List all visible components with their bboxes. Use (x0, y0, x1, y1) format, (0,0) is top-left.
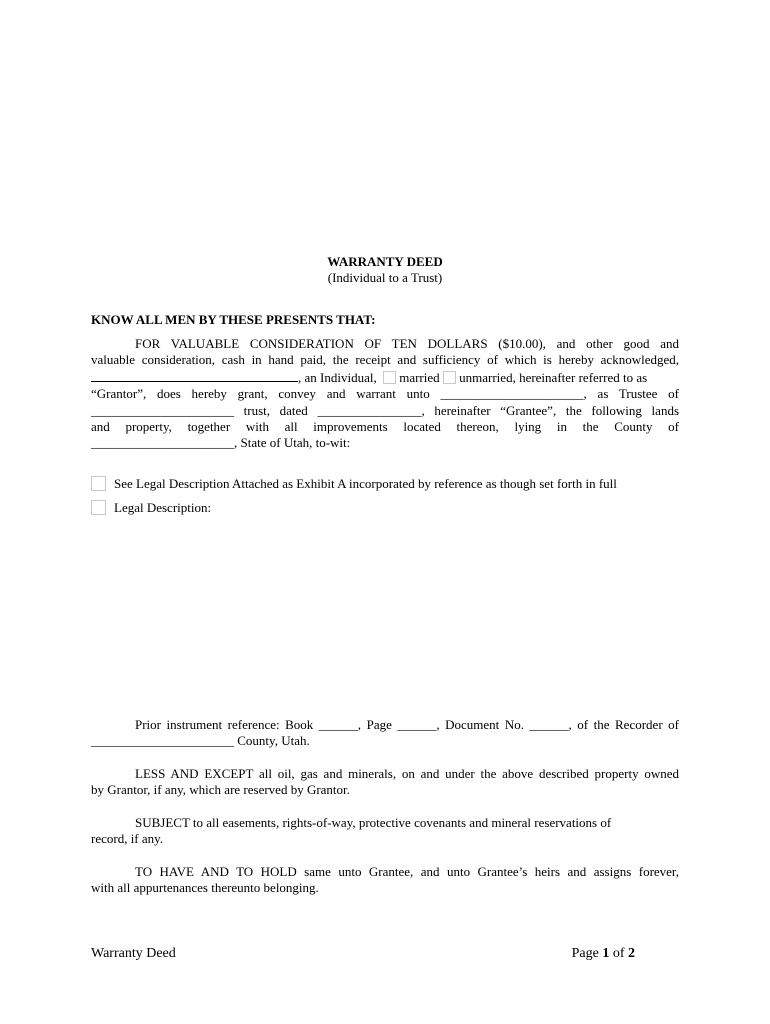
consideration-paragraph (91, 336, 679, 452)
paragraph-line: with all appurtenances thereunto belonging. (91, 880, 319, 896)
less-and-except-paragraph (91, 766, 679, 799)
paragraph-line: ______________________ County, Utah. (91, 733, 310, 749)
married-checkbox[interactable] (383, 371, 396, 384)
grantor-name-blank[interactable] (91, 369, 298, 382)
paragraph-line: TO HAVE AND TO HOLD same unto Grantee, and unto Grantee’s heirs and assigns forever, (135, 864, 679, 879)
exhibit-a-option (91, 476, 617, 492)
legal-description-label: Legal Description: (114, 500, 212, 515)
paragraph-line: ______________________ trust, dated ________________, hereinafter “Grantee”, the following lands (91, 402, 679, 418)
paragraph-line: valuable consideration, cash in hand paid, the receipt and sufficiency of which is hereby acknowledged, (91, 352, 679, 368)
document-subtitle: (Individual to a Trust) (327, 270, 443, 285)
exhibit-a-label: See Legal Description Attached as Exhibit A incorporated by reference as though set forth in full (114, 476, 617, 491)
paragraph-line: “Grantor”, does hereby grant, convey and warrant unto ______________________, as Trustee of (91, 386, 680, 402)
exhibit-a-checkbox[interactable] (91, 476, 106, 491)
prior-instrument-paragraph (91, 717, 679, 750)
footer-page-number: Page 1 of 2 (571, 946, 635, 961)
unmarried-checkbox[interactable] (443, 371, 456, 384)
paragraph-line: SUBJECT to all easements, rights-of-way, protective covenants and mineral reservations of (135, 815, 612, 830)
legal-description-option (91, 500, 211, 516)
paragraph-line: and property, together with all improvements located thereon, lying in the County of (91, 419, 679, 435)
habendum-paragraph (91, 864, 679, 897)
paragraph-line: by Grantor, if any, which are reserved by Grantor. (91, 782, 350, 798)
opening-heading: KNOW ALL MEN BY THESE PRESENTS THAT: (91, 312, 376, 327)
legal-description-checkbox[interactable] (91, 500, 106, 515)
paragraph-line: ______________________, State of Utah, to-wit: (91, 435, 351, 451)
document-title: WARRANTY DEED (327, 254, 443, 269)
footer-document-name: Warranty Deed (91, 946, 176, 961)
paragraph-line: record, if any. (91, 831, 164, 847)
subject-to-paragraph (91, 815, 679, 848)
paragraph-line: LESS AND EXCEPT all oil, gas and minerals, on and under the above described property owned (135, 766, 679, 781)
paragraph-line: FOR VALUABLE CONSIDERATION OF TEN DOLLARS ($10.00), and other good and (135, 336, 679, 351)
paragraph-line: Prior instrument reference: Book ______, Page ______, Document No. ______, of the Recorder of (135, 717, 679, 732)
paragraph-line: , an Individual, married unmarried, hereinafter referred to as (91, 369, 679, 386)
